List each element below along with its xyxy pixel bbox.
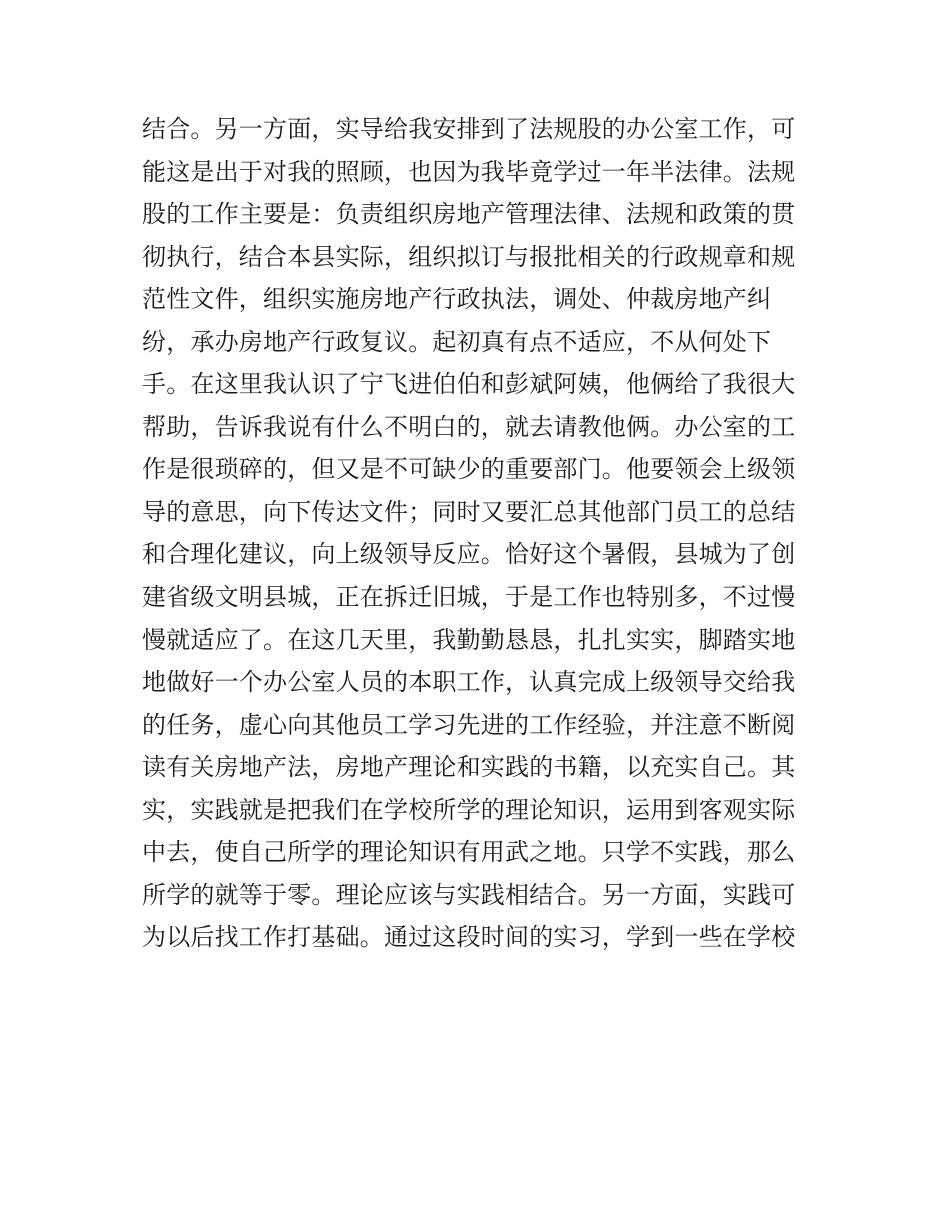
text-line-4: 彻执行，结合本县实际，组织拟订与报批相关的行政规章和规 xyxy=(142,242,796,271)
text-line-1: 结合。另一方面，实导给我安排到了法规股的办公室工作，可 xyxy=(142,115,796,143)
text-line-5: 范性文件，组织实施房地产行政执法，调处、仲裁房地产纠 xyxy=(142,285,772,314)
text-line-19: 所学的就等于零。理论应该与实践相结合。另一方面，实践可 xyxy=(142,880,796,909)
text-line-13: 慢就适应了。在这几天里，我勤勤恳恳，扎扎实实，脚踏实地 xyxy=(142,625,796,654)
text-line-8: 帮助，告诉我说有什么不明白的，就去请教他俩。办公室的工 xyxy=(142,412,796,441)
text-line-11: 和合理化建议，向上级领导反应。恰好这个暑假，县城为了创 xyxy=(142,540,796,569)
text-line-6: 纷，承办房地产行政复议。起初真有点不适应，不从何处下 xyxy=(142,327,772,356)
text-line-20: 为以后找工作打基础。通过这段时间的实习，学到一些在学校 xyxy=(142,923,796,952)
text-line-3: 股的工作主要是：负责组织房地产管理法律、法规和政策的贯 xyxy=(142,200,796,229)
text-line-12: 建省级文明县城，正在拆迁旧城，于是工作也特别多，不过慢 xyxy=(142,583,796,612)
text-line-18: 中去，使自己所学的理论知识有用武之地。只学不实践，那么 xyxy=(142,838,796,867)
text-line-15: 的任务，虚心向其他员工学习先进的工作经验，并注意不断阅 xyxy=(142,710,796,739)
body-paragraph xyxy=(142,108,822,959)
text-line-7: 手。在这里我认识了宁飞进伯伯和彭斌阿姨，他俩给了我很大 xyxy=(142,370,796,399)
text-line-2: 能这是出于对我的照顾，也因为我毕竟学过一年半法律。法规 xyxy=(142,157,796,186)
text-line-16: 读有关房地产法，房地产理论和实践的书籍，以充实自己。其 xyxy=(142,753,796,782)
text-line-10: 导的意思，向下传达文件；同时又要汇总其他部门员工的总结 xyxy=(142,497,796,526)
text-line-14: 地做好一个办公室人员的本职工作，认真完成上级领导交给我 xyxy=(142,668,796,697)
text-line-17: 实，实践就是把我们在学校所学的理论知识，运用到客观实际 xyxy=(142,795,796,824)
text-line-9: 作是很琐碎的，但又是不可缺少的重要部门。他要领会上级领 xyxy=(142,455,796,484)
